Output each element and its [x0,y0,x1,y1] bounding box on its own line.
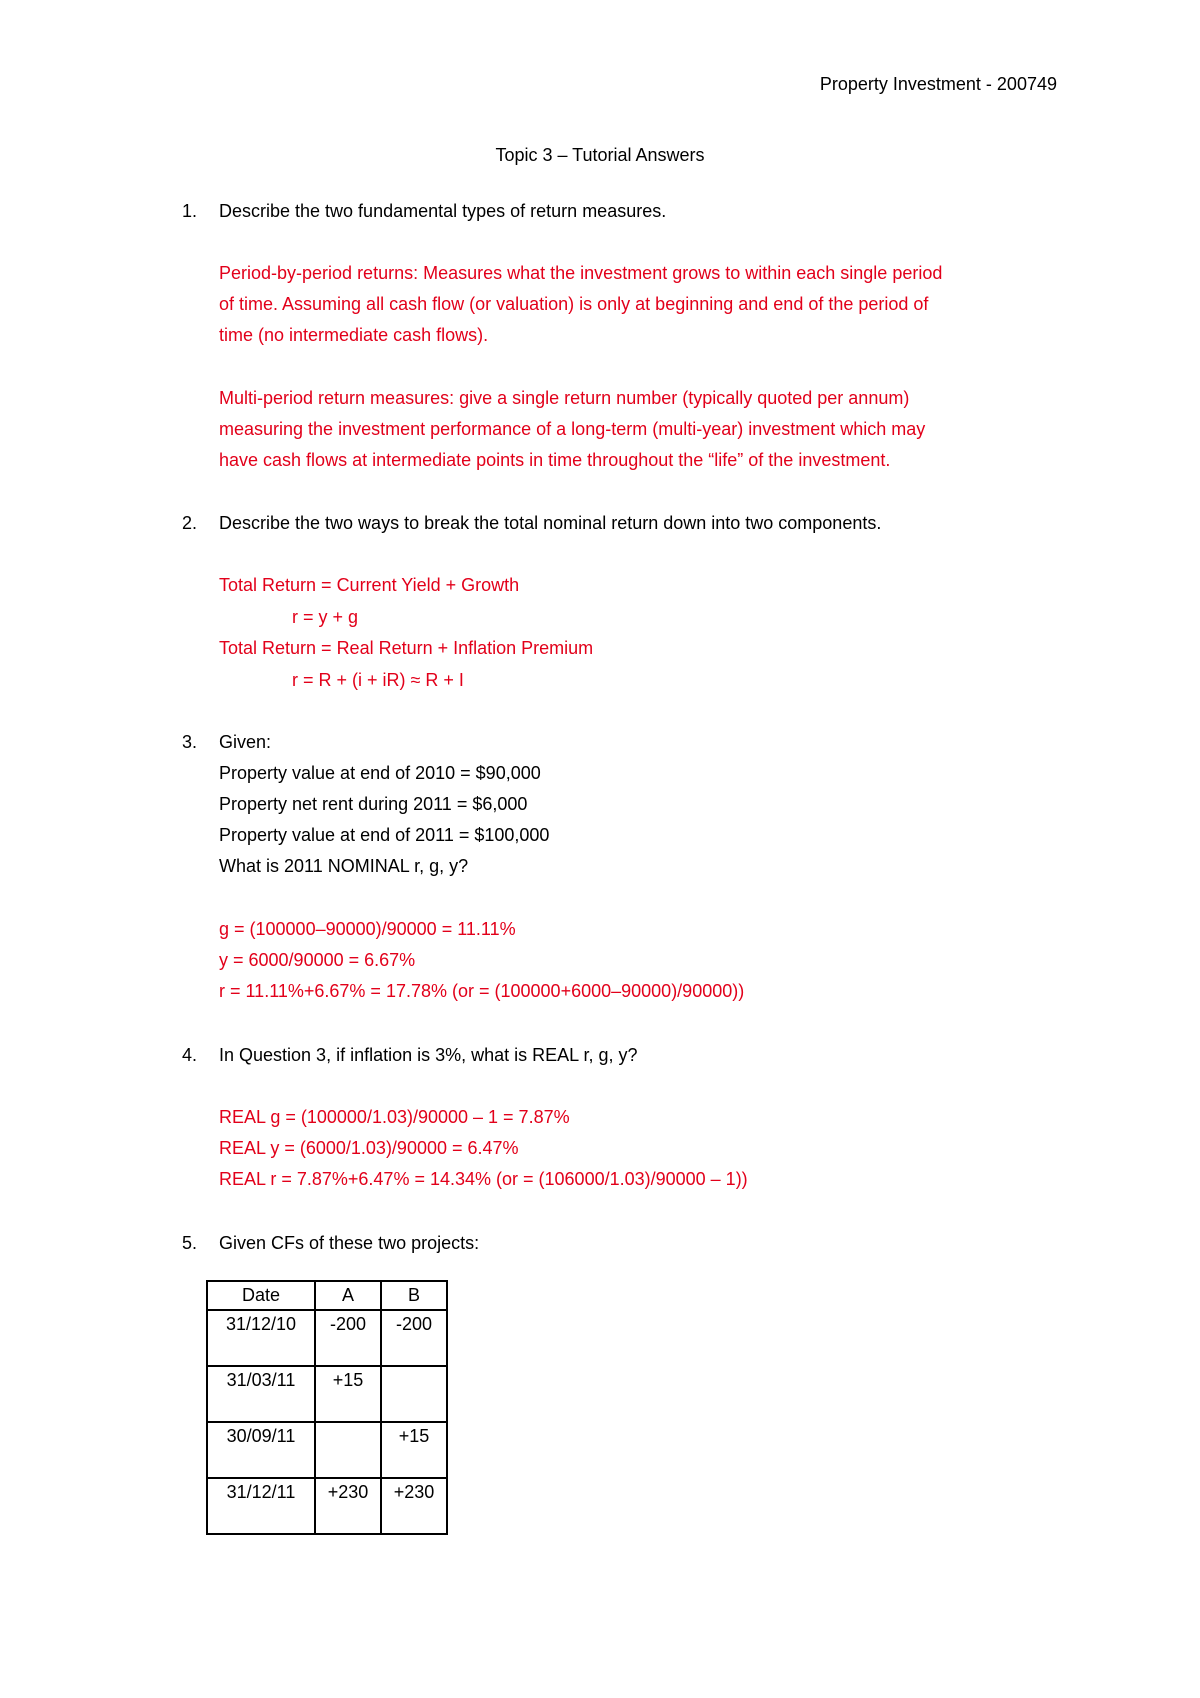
date-value: 31/03/11 [226,1370,296,1390]
date-cell [207,1366,315,1422]
question-number: 2. [182,513,198,533]
date-cell [207,1422,315,1478]
answer-line: REAL y = (6000/1.03)/90000 = 6.47% [219,1138,519,1158]
answer-line: Multi-period return measures: give a single return number (typically quoted per annum) [219,388,910,408]
question-number: 3. [182,732,198,752]
b-cell [381,1310,447,1366]
answer-line: y = 6000/90000 = 6.67% [219,950,416,970]
column-header-a: A [315,1281,381,1310]
b-value: +230 [393,1482,435,1502]
a-value: -200 [329,1314,367,1334]
answer-line: REAL r = 7.87%+6.47% = 14.34% (or = (106000/1.03)/90000 – 1)) [219,1169,748,1189]
given-line: What is 2011 NOMINAL r, g, y? [219,856,469,876]
table-row [207,1422,447,1478]
b-cell [381,1478,447,1534]
answer-line: time (no intermediate cash flows). [219,325,489,345]
answer-line: Period-by-period returns: Measures what the investment grows to within each single period [219,263,943,283]
question-text: Describe the two ways to break the total nominal return down into two components. [219,513,882,533]
answer-line: REAL g = (100000/1.03)/90000 – 1 = 7.87% [219,1107,570,1127]
question-text: Describe the two fundamental types of return measures. [219,201,667,221]
column-header-b: B [381,1281,447,1310]
table-header-row [207,1281,447,1310]
date-value: 31/12/10 [225,1314,297,1334]
a-cell [315,1366,381,1422]
a-cell [315,1310,381,1366]
formula-line: r = y + g [292,607,359,627]
b-value: +15 [398,1426,430,1446]
b-cell [381,1422,447,1478]
table-row [207,1478,447,1534]
given-line: Property net rent during 2011 = $6,000 [219,794,528,814]
table-row [207,1310,447,1366]
question-5 [182,1233,479,1254]
a-cell [315,1478,381,1534]
page-header: Property Investment - 200749 [819,74,1057,94]
table-row [207,1366,447,1422]
formula-line: r = R + (i + iR) ≈ R + I [292,670,464,690]
date-cell [207,1310,315,1366]
question-number: 1. [182,201,198,221]
cash-flow-table [206,1280,448,1535]
document-title: Topic 3 – Tutorial Answers [495,145,705,165]
answer-line: have cash flows at intermediate points in time throughout the “life” of the investment. [219,450,891,470]
question-1 [182,201,666,222]
date-value: 31/12/11 [226,1482,296,1502]
b-cell [381,1366,447,1422]
answer-line: measuring the investment performance of a long-term (multi-year) investment which may [219,419,926,439]
question-number: 4. [182,1045,198,1065]
answer-line: Total Return = Current Yield + Growth [219,575,520,595]
date-value: 30/09/11 [226,1426,296,1446]
question-text: Given: [219,732,272,752]
question-text: Given CFs of these two projects: [219,1233,480,1253]
a-value: +230 [327,1482,369,1502]
question-2 [182,513,881,534]
given-line: Property value at end of 2010 = $90,000 [219,763,541,783]
answer-line: g = (100000–90000)/90000 = 11.11% [219,919,516,939]
question-text: In Question 3, if inflation is 3%, what is REAL r, g, y? [219,1045,638,1065]
date-cell [207,1478,315,1534]
a-value: +15 [332,1370,364,1390]
question-3 [182,732,271,753]
question-4 [182,1045,638,1066]
a-cell [315,1422,381,1478]
answer-line: of time. Assuming all cash flow (or valuation) is only at beginning and end of the period of [219,294,929,314]
answer-line: Total Return = Real Return + Inflation Premium [219,638,594,658]
column-header-date: Date [207,1281,315,1310]
given-line: Property value at end of 2011 = $100,000 [219,825,550,845]
answer-line: r = 11.11%+6.67% = 17.78% (or = (100000+6000–90000)/90000)) [219,981,745,1001]
question-number: 5. [182,1233,198,1253]
b-value: -200 [395,1314,433,1334]
